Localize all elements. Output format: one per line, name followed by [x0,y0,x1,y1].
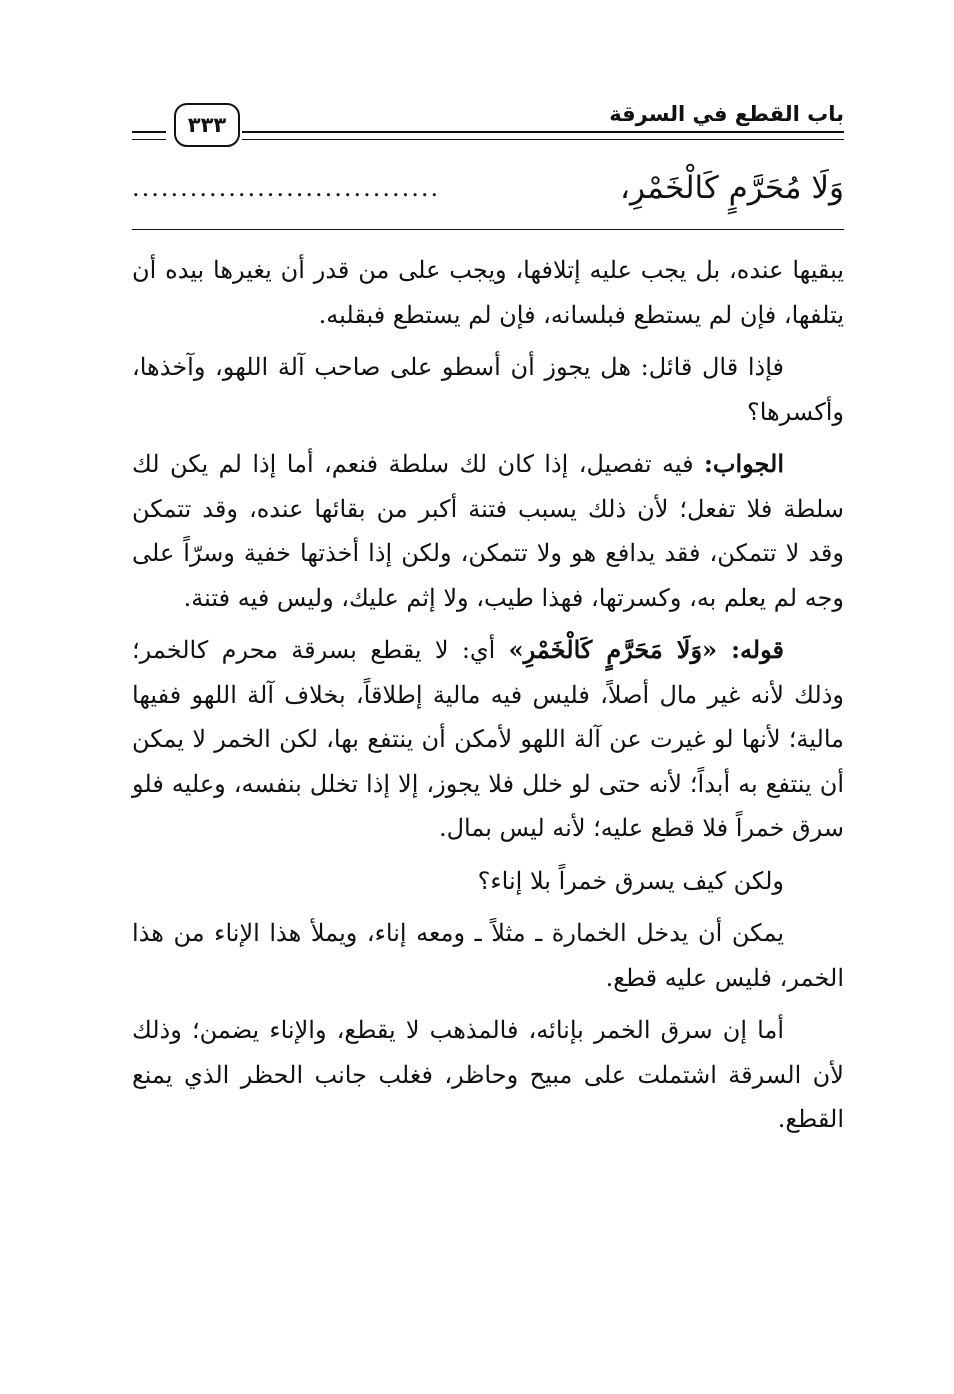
page-number: ٣٣٣ [174,103,240,147]
paragraph-text: يمكن أن يدخل الخمارة ـ مثلاً ـ ومعه إناء، ويملأ هذا الإناء من هذا الخمر، فليس عليه قطع. [132,919,844,992]
matn-divider [132,229,844,230]
paragraph-text: فإذا قال قائل: هل يجوز أن أسطو على صاحب آلة اللهو، وآخذها، وأكسرها؟ [132,353,844,426]
paragraph-text: يبقيها عنده، بل يجب عليه إتلافها، ويجب على من قدر أن يغيرها بيده أن يتلفها، فإن لم يستطع فبلسانه، فإن لم يستطع فبقلبه. [132,256,844,329]
paragraph [132,345,844,434]
paragraph-text: فيه تفصيل، إذا كان لك سلطة فنعم، أما إذا لم يكن لك سلطة فلا تفعل؛ لأن ذلك يسبب فتنة أكبر من بقائها عنده، وقد تتمكن وقد لا تتمكن، فقد يدافع هو ولا تتمكن، ولكن إذا أخذتها خفية وسرّاً على وجه لم يعلم به، وكسرتها، فهذا طيب، ولا إثم عليك، وليس فيه فتنة. [132,450,844,612]
paragraph [132,911,844,1000]
answer-label: الجواب: [704,449,784,478]
paragraph [132,859,844,904]
paragraph [132,628,844,851]
paragraph-text: أما إن سرق الخمر بإنائه، فالمذهب لا يقطع، والإناء يضمن؛ وذلك لأن السرقة اشتملت على مبيح وحاظر، فغلب جانب الحظر الذي يمنع القطع. [132,1016,844,1133]
paragraph [132,1008,844,1142]
paragraph [132,248,844,337]
paragraph [132,442,844,620]
quote-label: قوله: [731,635,784,664]
paragraph-text: أي: لا يقطع بسرقة محرم كالخمر؛ وذلك لأنه غير مال أصلاً، فليس فيه مالية إطلاقاً، بخلاف آلة اللهو ففيها مالية؛ لأنها لو غيرت عن آلة اللهو لأمكن أن ينتفع بها، لكن الخمر لا يمكن أن ينتفع به أبداً؛ لأنه حتى لو خلل فلا يجوز، إلا إذا تخلل بنفسه، وعليه فلو سرق خمراً فلا قطع عليه؛ لأنه ليس بمال. [132,636,844,842]
matn-dots: ................................ [132,174,441,202]
matn-line [132,163,844,219]
matn-text: وَلَا مُحَرَّمٍ كَالْخَمْرِ، [620,170,844,206]
matn-quote: «وَلَا مَحَرَّمٍ كَالْخَمْرِ» [508,635,732,664]
paragraph-text: ولكن كيف يسرق خمراً بلا إناء؟ [477,866,784,895]
header-rule-left [132,131,166,140]
running-header [132,95,844,151]
chapter-title: باب القطع في السرقة [609,102,844,126]
commentary-body [132,248,844,1150]
header-rule-right [242,131,844,140]
